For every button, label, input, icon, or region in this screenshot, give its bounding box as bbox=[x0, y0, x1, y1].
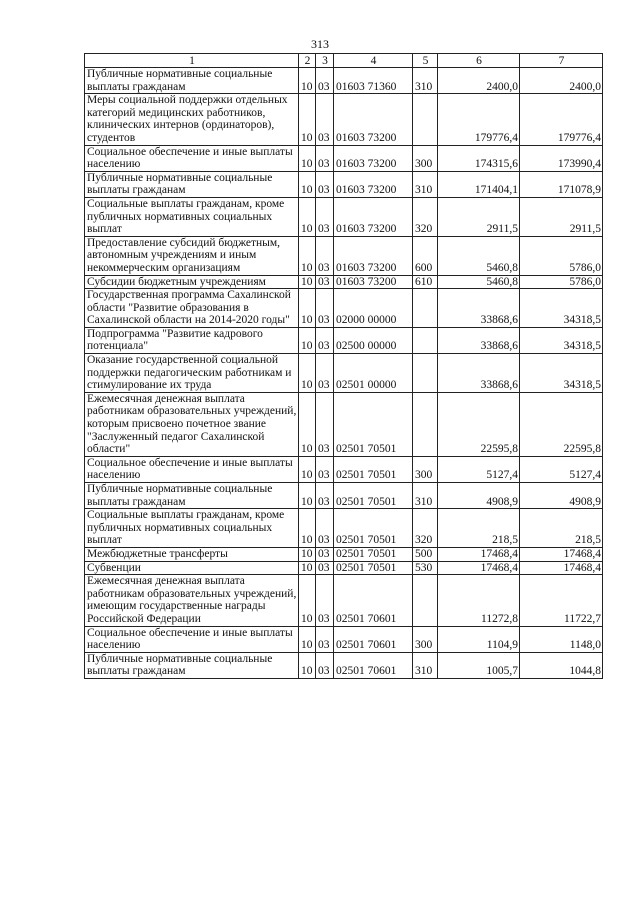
row-expense-type-cell bbox=[413, 575, 438, 626]
row-target-article-cell: 02501 70501 bbox=[334, 483, 413, 509]
table-row bbox=[85, 94, 603, 145]
row-amount-col7-cell: 2400,0 bbox=[520, 68, 603, 94]
row-amount-col7-cell: 11722,7 bbox=[520, 575, 603, 626]
row-name-cell: Субвенции bbox=[85, 561, 299, 575]
row-target-article-cell: 01603 71360 bbox=[334, 68, 413, 94]
row-subsection-cell: 03 bbox=[316, 575, 334, 626]
row-name-cell: Публичные нормативные социальные выплаты гражданам bbox=[85, 68, 299, 94]
row-amount-col7-cell: 17468,4 bbox=[520, 547, 603, 561]
row-section-cell: 10 bbox=[299, 275, 316, 289]
table-row bbox=[85, 68, 603, 94]
table-row bbox=[85, 575, 603, 626]
header-col-1: 1 bbox=[85, 54, 299, 68]
row-target-article-cell: 02500 00000 bbox=[334, 327, 413, 353]
row-expense-type-cell: 610 bbox=[413, 275, 438, 289]
row-expense-type-cell: 310 bbox=[413, 171, 438, 197]
row-section-cell: 10 bbox=[299, 171, 316, 197]
row-subsection-cell: 03 bbox=[316, 561, 334, 575]
row-amount-col7-cell: 17468,4 bbox=[520, 561, 603, 575]
row-amount-col7-cell: 22595,8 bbox=[520, 392, 603, 456]
row-subsection-cell: 03 bbox=[316, 547, 334, 561]
row-amount-col7-cell: 5786,0 bbox=[520, 236, 603, 275]
row-subsection-cell: 03 bbox=[316, 354, 334, 393]
row-section-cell: 10 bbox=[299, 94, 316, 145]
row-amount-col7-cell: 34318,5 bbox=[520, 354, 603, 393]
table-row bbox=[85, 275, 603, 289]
row-subsection-cell: 03 bbox=[316, 94, 334, 145]
row-subsection-cell: 03 bbox=[316, 197, 334, 236]
row-amount-col6-cell: 33868,6 bbox=[438, 354, 520, 393]
row-name-cell: Субсидии бюджетным учреждениям bbox=[85, 275, 299, 289]
row-amount-col6-cell: 17468,4 bbox=[438, 547, 520, 561]
row-subsection-cell: 03 bbox=[316, 275, 334, 289]
row-section-cell: 10 bbox=[299, 327, 316, 353]
row-section-cell: 10 bbox=[299, 354, 316, 393]
row-target-article-cell: 02501 00000 bbox=[334, 354, 413, 393]
row-expense-type-cell: 320 bbox=[413, 197, 438, 236]
row-section-cell: 10 bbox=[299, 456, 316, 482]
row-section-cell: 10 bbox=[299, 68, 316, 94]
table-row bbox=[85, 145, 603, 171]
table-row bbox=[85, 354, 603, 393]
row-expense-type-cell: 300 bbox=[413, 145, 438, 171]
table-body bbox=[85, 68, 603, 679]
row-target-article-cell: 02501 70601 bbox=[334, 626, 413, 652]
header-col-7: 7 bbox=[520, 54, 603, 68]
table-row bbox=[85, 509, 603, 548]
row-amount-col6-cell: 2911,5 bbox=[438, 197, 520, 236]
row-expense-type-cell bbox=[413, 327, 438, 353]
row-amount-col7-cell: 1148,0 bbox=[520, 626, 603, 652]
row-expense-type-cell: 310 bbox=[413, 68, 438, 94]
row-section-cell: 10 bbox=[299, 575, 316, 626]
row-name-cell: Социальные выплаты гражданам, кроме публичных нормативных социальных выплат bbox=[85, 509, 299, 548]
row-expense-type-cell: 320 bbox=[413, 509, 438, 548]
table-row bbox=[85, 236, 603, 275]
row-section-cell: 10 bbox=[299, 197, 316, 236]
row-target-article-cell: 02501 70501 bbox=[334, 456, 413, 482]
row-amount-col7-cell: 5127,4 bbox=[520, 456, 603, 482]
row-target-article-cell: 01603 73200 bbox=[334, 94, 413, 145]
row-expense-type-cell: 500 bbox=[413, 547, 438, 561]
row-amount-col7-cell: 171078,9 bbox=[520, 171, 603, 197]
table-row bbox=[85, 197, 603, 236]
row-name-cell: Публичные нормативные социальные выплаты гражданам bbox=[85, 483, 299, 509]
row-section-cell: 10 bbox=[299, 392, 316, 456]
row-section-cell: 10 bbox=[299, 509, 316, 548]
table-row bbox=[85, 652, 603, 678]
row-section-cell: 10 bbox=[299, 236, 316, 275]
row-amount-col6-cell: 5127,4 bbox=[438, 456, 520, 482]
row-subsection-cell: 03 bbox=[316, 236, 334, 275]
row-amount-col6-cell: 174315,6 bbox=[438, 145, 520, 171]
row-target-article-cell: 01603 73200 bbox=[334, 236, 413, 275]
row-amount-col6-cell: 17468,4 bbox=[438, 561, 520, 575]
table-row bbox=[85, 456, 603, 482]
row-name-cell: Межбюджетные трансферты bbox=[85, 547, 299, 561]
row-amount-col7-cell: 1044,8 bbox=[520, 652, 603, 678]
row-amount-col6-cell: 4908,9 bbox=[438, 483, 520, 509]
table-row bbox=[85, 626, 603, 652]
row-amount-col7-cell: 5786,0 bbox=[520, 275, 603, 289]
table-row bbox=[85, 547, 603, 561]
row-name-cell: Подпрограмма "Развитие кадрового потенциала" bbox=[85, 327, 299, 353]
row-name-cell: Публичные нормативные социальные выплаты гражданам bbox=[85, 171, 299, 197]
row-amount-col7-cell: 179776,4 bbox=[520, 94, 603, 145]
row-amount-col6-cell: 179776,4 bbox=[438, 94, 520, 145]
row-amount-col6-cell: 11272,8 bbox=[438, 575, 520, 626]
row-amount-col6-cell: 5460,8 bbox=[438, 236, 520, 275]
row-target-article-cell: 02501 70501 bbox=[334, 547, 413, 561]
row-section-cell: 10 bbox=[299, 289, 316, 328]
row-section-cell: 10 bbox=[299, 145, 316, 171]
row-name-cell: Оказание государственной социальной поддержки педагогическим работникам и стимулирование их труда bbox=[85, 354, 299, 393]
row-expense-type-cell bbox=[413, 354, 438, 393]
row-subsection-cell: 03 bbox=[316, 68, 334, 94]
table-row bbox=[85, 561, 603, 575]
row-expense-type-cell: 300 bbox=[413, 626, 438, 652]
row-name-cell: Ежемесячная денежная выплата работникам образовательных учреждений, которым присвоено почетное звание "Заслуженный педагог Сахалинской области" bbox=[85, 392, 299, 456]
row-amount-col7-cell: 173990,4 bbox=[520, 145, 603, 171]
row-name-cell: Социальные выплаты гражданам, кроме публичных нормативных социальных выплат bbox=[85, 197, 299, 236]
row-name-cell: Публичные нормативные социальные выплаты гражданам bbox=[85, 652, 299, 678]
row-expense-type-cell bbox=[413, 392, 438, 456]
row-subsection-cell: 03 bbox=[316, 456, 334, 482]
row-amount-col7-cell: 34318,5 bbox=[520, 289, 603, 328]
row-expense-type-cell: 530 bbox=[413, 561, 438, 575]
row-subsection-cell: 03 bbox=[316, 626, 334, 652]
row-name-cell: Государственная программа Сахалинской области "Развитие образования в Сахалинской области на 2014-2020 годы" bbox=[85, 289, 299, 328]
row-amount-col6-cell: 33868,6 bbox=[438, 327, 520, 353]
row-expense-type-cell bbox=[413, 94, 438, 145]
row-amount-col6-cell: 218,5 bbox=[438, 509, 520, 548]
row-expense-type-cell: 600 bbox=[413, 236, 438, 275]
row-target-article-cell: 02501 70501 bbox=[334, 392, 413, 456]
row-name-cell: Социальное обеспечение и иные выплаты населению bbox=[85, 145, 299, 171]
table-row bbox=[85, 289, 603, 328]
table-row bbox=[85, 483, 603, 509]
budget-table bbox=[84, 53, 603, 679]
table-row bbox=[85, 392, 603, 456]
row-section-cell: 10 bbox=[299, 561, 316, 575]
row-subsection-cell: 03 bbox=[316, 509, 334, 548]
row-subsection-cell: 03 bbox=[316, 171, 334, 197]
row-amount-col7-cell: 34318,5 bbox=[520, 327, 603, 353]
row-subsection-cell: 03 bbox=[316, 145, 334, 171]
row-name-cell: Социальное обеспечение и иные выплаты населению bbox=[85, 626, 299, 652]
row-section-cell: 10 bbox=[299, 626, 316, 652]
row-section-cell: 10 bbox=[299, 547, 316, 561]
row-name-cell: Меры социальной поддержки отдельных категорий медицинских работников, клинических интернов (ординаторов), студентов bbox=[85, 94, 299, 145]
row-expense-type-cell: 310 bbox=[413, 652, 438, 678]
table-row bbox=[85, 171, 603, 197]
row-section-cell: 10 bbox=[299, 652, 316, 678]
row-subsection-cell: 03 bbox=[316, 327, 334, 353]
row-amount-col6-cell: 33868,6 bbox=[438, 289, 520, 328]
row-expense-type-cell bbox=[413, 289, 438, 328]
row-amount-col6-cell: 1005,7 bbox=[438, 652, 520, 678]
row-amount-col7-cell: 4908,9 bbox=[520, 483, 603, 509]
row-name-cell: Ежемесячная денежная выплата работникам образовательных учреждений, имеющим государственные награды Российской Федерации bbox=[85, 575, 299, 626]
row-target-article-cell: 02501 70501 bbox=[334, 561, 413, 575]
row-target-article-cell: 01603 73200 bbox=[334, 171, 413, 197]
row-amount-col6-cell: 171404,1 bbox=[438, 171, 520, 197]
row-target-article-cell: 02501 70601 bbox=[334, 575, 413, 626]
row-amount-col6-cell: 5460,8 bbox=[438, 275, 520, 289]
row-target-article-cell: 01603 73200 bbox=[334, 275, 413, 289]
row-subsection-cell: 03 bbox=[316, 652, 334, 678]
row-amount-col6-cell: 2400,0 bbox=[438, 68, 520, 94]
header-col-2: 2 bbox=[299, 54, 316, 68]
header-col-5: 5 bbox=[413, 54, 438, 68]
row-amount-col7-cell: 218,5 bbox=[520, 509, 603, 548]
row-target-article-cell: 02501 70501 bbox=[334, 509, 413, 548]
row-expense-type-cell: 300 bbox=[413, 456, 438, 482]
row-expense-type-cell: 310 bbox=[413, 483, 438, 509]
row-target-article-cell: 01603 73200 bbox=[334, 197, 413, 236]
header-col-6: 6 bbox=[438, 54, 520, 68]
row-target-article-cell: 02501 70601 bbox=[334, 652, 413, 678]
row-target-article-cell: 01603 73200 bbox=[334, 145, 413, 171]
row-name-cell: Предоставление субсидий бюджетным, автономным учреждениям и иным некоммерческим организациям bbox=[85, 236, 299, 275]
header-col-4: 4 bbox=[334, 54, 413, 68]
header-col-3: 3 bbox=[316, 54, 334, 68]
row-subsection-cell: 03 bbox=[316, 392, 334, 456]
row-section-cell: 10 bbox=[299, 483, 316, 509]
row-name-cell: Социальное обеспечение и иные выплаты населению bbox=[85, 456, 299, 482]
row-target-article-cell: 02000 00000 bbox=[334, 289, 413, 328]
table-row bbox=[85, 327, 603, 353]
row-subsection-cell: 03 bbox=[316, 289, 334, 328]
row-subsection-cell: 03 bbox=[316, 483, 334, 509]
page-number: 313 bbox=[311, 37, 329, 51]
row-amount-col7-cell: 2911,5 bbox=[520, 197, 603, 236]
row-amount-col6-cell: 22595,8 bbox=[438, 392, 520, 456]
row-amount-col6-cell: 1104,9 bbox=[438, 626, 520, 652]
table-header-row bbox=[85, 54, 603, 68]
